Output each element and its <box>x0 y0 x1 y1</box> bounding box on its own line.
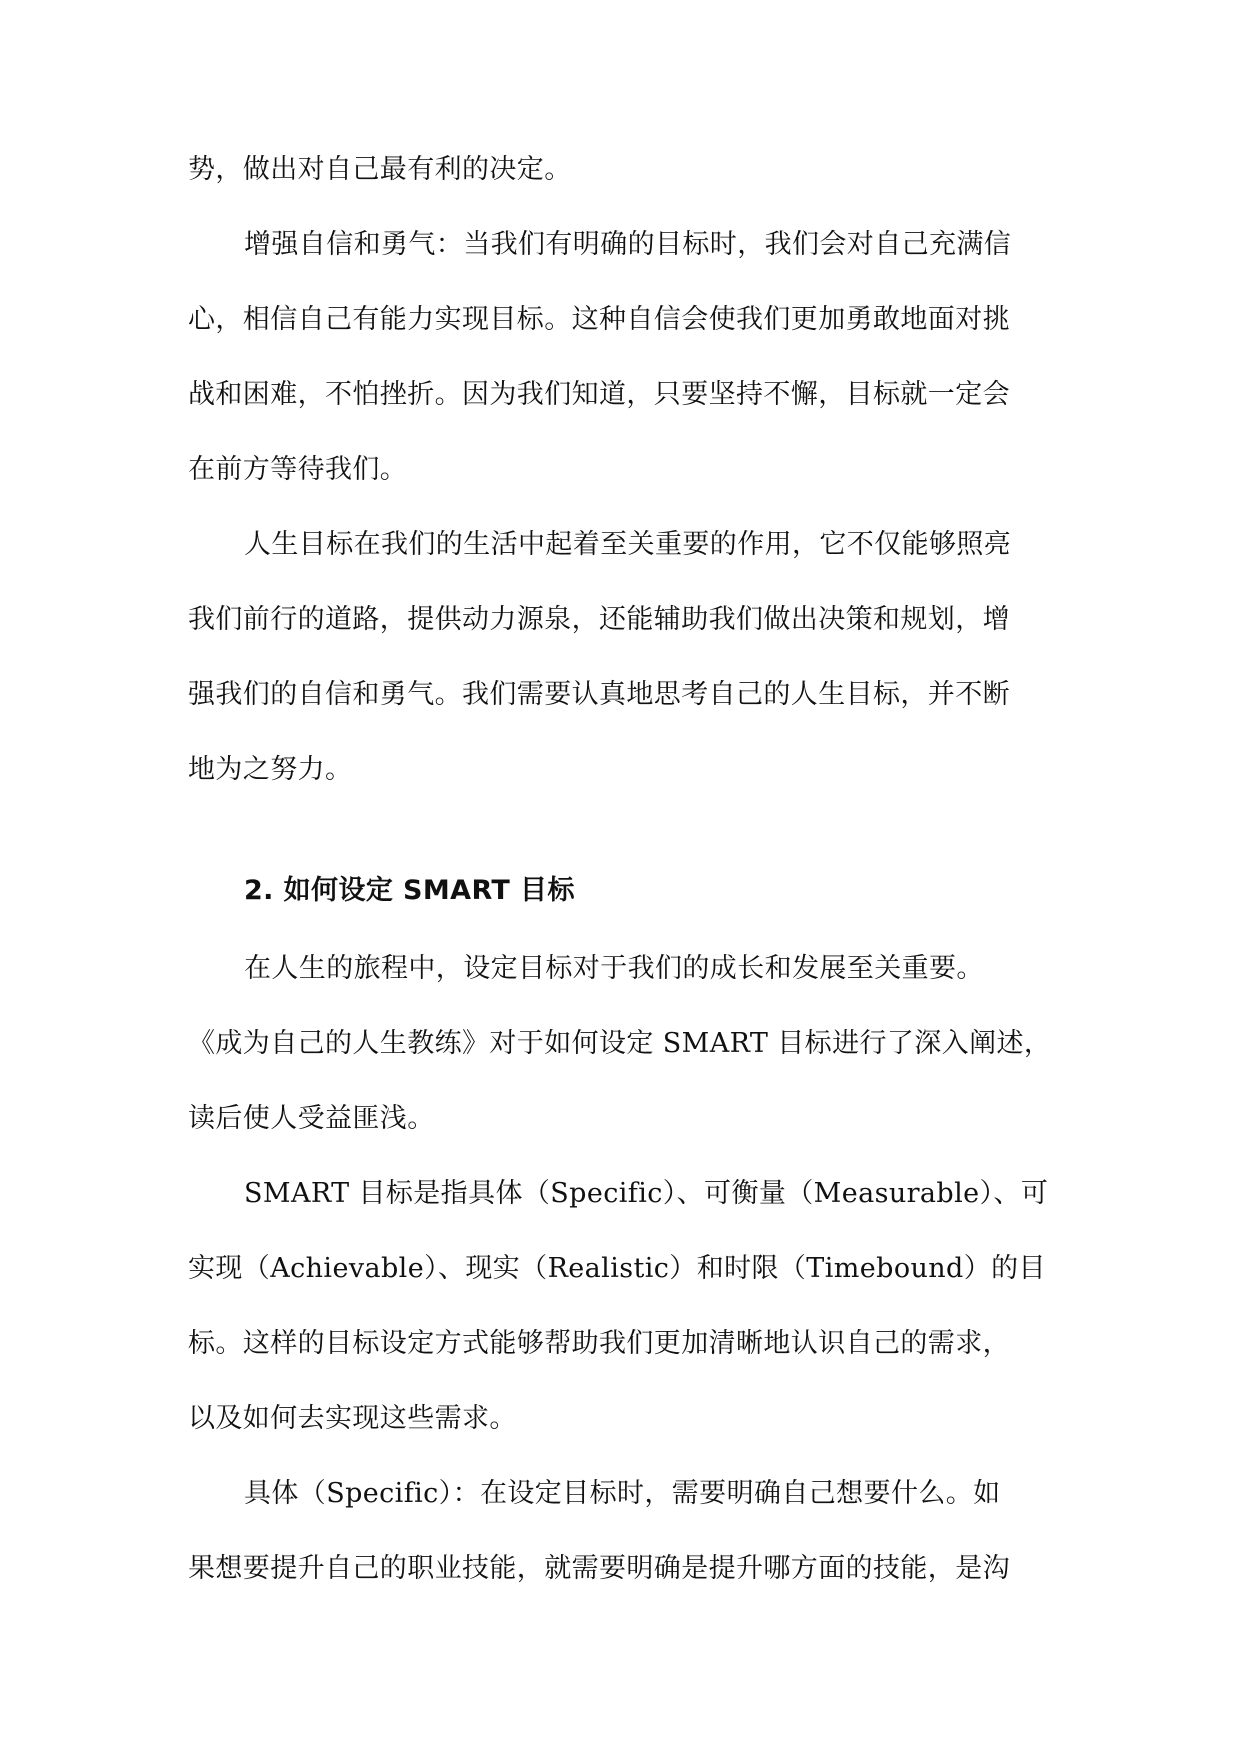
text-line: 心，相信自己有能力实现目标。这种自信会使我们更加勇敢地面对挑 <box>188 304 1010 335</box>
paragraph <box>188 1166 1054 1466</box>
text-line: 在前方等待我们。 <box>188 454 408 485</box>
paragraph <box>188 1466 1054 1616</box>
text-line: 我们前行的道路，提供动力源泉，还能辅助我们做出决策和规划，增 <box>188 604 1010 635</box>
text-line: 标。这样的目标设定方式能够帮助我们更加清晰地认识自己的需求， <box>188 1328 1010 1359</box>
paragraph <box>188 517 1054 817</box>
text-line: 《成为自己的人生教练》对于如何设定 SMART 目标进行了深入阐述， <box>188 1028 1052 1059</box>
text-line: 战和困难，不怕挫折。因为我们知道，只要坚持不懈，目标就一定会 <box>188 379 1010 410</box>
paragraph <box>188 941 1054 1166</box>
paragraph <box>188 142 1054 217</box>
text-line: 在人生的旅程中，设定目标对于我们的成长和发展至关重要。 <box>244 953 984 984</box>
text-line: 地为之努力。 <box>188 754 353 785</box>
text-line: 读后使人受益匪浅。 <box>188 1103 435 1134</box>
text-line: 以及如何去实现这些需求。 <box>188 1403 517 1434</box>
text-line: 强我们的自信和勇气。我们需要认真地思考自己的人生目标，并不断 <box>188 679 1010 710</box>
document-body <box>188 142 1054 1616</box>
text-line: 实现（Achievable）、现实（Realistic）和时限（Timebound）的目 <box>188 1253 1046 1284</box>
section-heading: 2. 如何设定 SMART 目标 <box>244 875 575 906</box>
paragraph <box>188 217 1054 517</box>
text-line: 人生目标在我们的生活中起着至关重要的作用，它不仅能够照亮 <box>244 529 1012 560</box>
text-line: 果想要提升自己的职业技能，就需要明确是提升哪方面的技能，是沟 <box>188 1553 1010 1584</box>
section-spacer <box>188 817 1054 863</box>
text-line: SMART 目标是指具体（Specific）、可衡量（Measurable）、可 <box>244 1178 1049 1209</box>
text-line: 增强自信和勇气：当我们有明确的目标时，我们会对自己充满信 <box>244 229 1012 260</box>
text-line: 势，做出对自己最有利的决定。 <box>188 154 572 185</box>
text-line: 具体（Specific）：在设定目标时，需要明确自己想要什么。如 <box>244 1478 1001 1509</box>
